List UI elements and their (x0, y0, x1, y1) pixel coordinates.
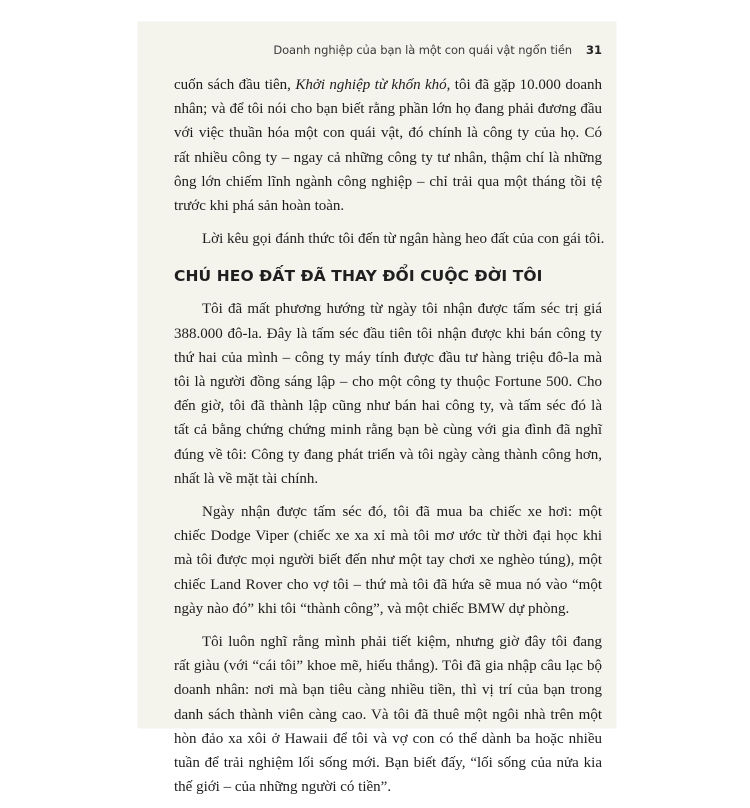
text-line: Tôi đã mất phương hướng từ ngày tôi nhận được tấm séc trị giá (202, 301, 602, 318)
text-line: nhất là về mặt tài chính. (174, 470, 319, 487)
paragraph (174, 500, 602, 621)
text-line: đến giờ, tôi đã thành lập cũng như bán hai công ty, và tấm séc đó là (174, 398, 602, 415)
paragraph (174, 227, 605, 251)
text-line: Ngày nhận được tấm séc đó, tôi đã mua ba chiếc xe hơi: một (202, 504, 602, 521)
text-line: rất nhiều công ty – ngay cả những công ty tư nhân, thậm chí là những (174, 149, 602, 166)
text-line: ông lớn chiếm lĩnh ngành công nghiệp – chỉ trải qua một tháng tồi tệ (174, 173, 602, 190)
text-line: hòn đảo xa xôi ở Hawaii để tôi và vợ con có thể dành ba hoặc nhiều (174, 730, 602, 747)
paragraph (174, 297, 602, 491)
running-header (138, 43, 602, 57)
text-line: tôi là người đồng sáng lập – cho một công ty thuộc Fortune 500. Cho (174, 374, 602, 391)
text-line: 388.000 đô-la. Đây là tấm séc đầu tiên tôi nhận được khi bán công ty (174, 325, 602, 342)
text-line: Lời kêu gọi đánh thức tôi đến từ ngân hàng heo đất của con gái tôi. (202, 231, 605, 248)
text-line: mà tôi được mọi người biết đến như một tay chơi xe nghèo túng), một (174, 552, 602, 569)
text-line: thế giới – của những người có tiền”. (174, 779, 392, 796)
text-line: danh sách thành viên càng cao. Và tôi đã thuê một ngôi nhà trên một (174, 706, 602, 723)
text-line: doanh nhân: nơi mà bạn tiêu càng nhiều tiền, thì vị trí của bạn trong (174, 682, 602, 699)
text-line: ngày nào đó” khi tôi “thành công”, và một chiếc BMW dự phòng. (174, 600, 570, 617)
section-heading: CHÚ HEO ĐẤT ĐÃ THAY ĐỔI CUỘC ĐỜI TÔI (174, 267, 543, 286)
text-line: Tôi luôn nghĩ rằng mình phải tiết kiệm, nhưng giờ đây tôi đang (202, 634, 602, 651)
text-line: cuốn sách đầu tiên, Khởi nghiệp từ khốn khó, tôi đã gặp 10.000 doanh (174, 77, 602, 93)
text-line: tất cả bằng chứng chứng minh rằng bạn bè cùng với gia đình đã nghĩ (174, 422, 602, 439)
book-page (138, 22, 616, 796)
page-number: 31 (585, 43, 602, 57)
text-line: rất giàu (với “cái tôi” khoe mẽ, hiếu thắng). Tôi đã gia nhập câu lạc bộ (174, 658, 602, 675)
text-block-section (174, 297, 602, 799)
paragraph (174, 630, 602, 799)
text-line: chiếc Land Rover cho vợ tôi – thứ mà tôi đã hứa sẽ mua nó vào “một (174, 576, 602, 593)
running-header-title: Doanh nghiệp của bạn là một con quái vật ngổn tiền (273, 43, 572, 57)
text-line: tuần để trải nghiệm lối sống mới. Bạn biết đấy, “lối sống của nửa kia (174, 755, 602, 772)
text-line: thứ hai của mình – công ty máy tính được đầu tư hàng triệu đô-la mà (174, 349, 602, 366)
text-line: trước khi phá sản hoàn toàn. (174, 198, 345, 215)
paragraph (174, 73, 602, 218)
text-block-intro (174, 73, 605, 251)
text-line: với việc thuần hóa một con quái vật, đó chính là công ty của họ. Có (174, 125, 602, 142)
text-line: đúng về tôi: Công ty đang phát triển và tôi ngày càng thành công hơn, (174, 446, 602, 463)
page-body (174, 73, 605, 808)
text-line: chiếc Dodge Viper (chiếc xe xa xỉ mà tôi mơ ước từ thời đại học khi (174, 528, 602, 545)
text-line: nhân; và để tôi nói cho bạn biết rằng phần lớn họ đang phải đương đầu (174, 101, 602, 118)
